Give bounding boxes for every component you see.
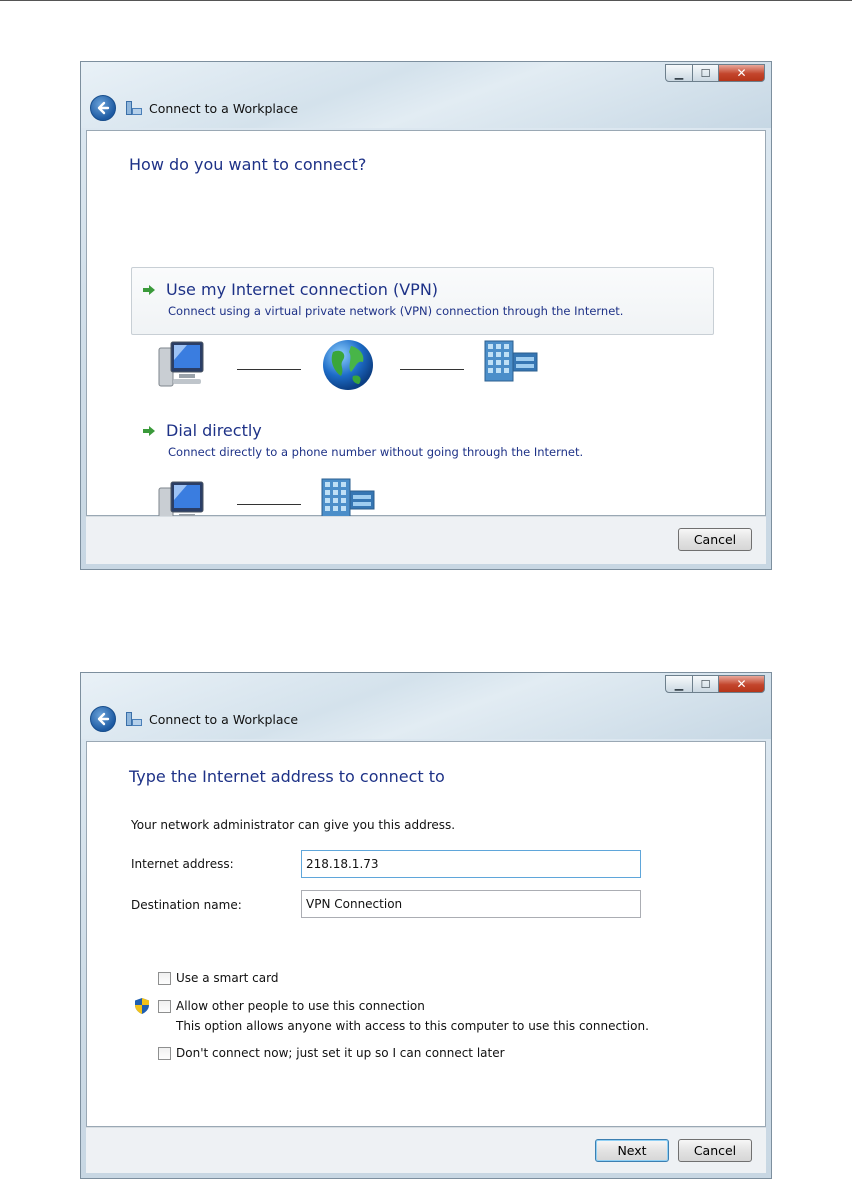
back-arrow-icon bbox=[95, 100, 111, 116]
computer-icon bbox=[157, 338, 205, 388]
dialog-footer bbox=[86, 1127, 766, 1173]
building-icon bbox=[483, 339, 539, 383]
internet-address-input[interactable] bbox=[301, 850, 641, 878]
dont-connect-checkbox[interactable] bbox=[158, 1047, 171, 1060]
connect-workplace-window-2 bbox=[80, 672, 772, 1179]
cancel-button[interactable]: Cancel bbox=[678, 528, 752, 551]
page-top-rule bbox=[0, 0, 852, 1]
option-vpn-title: Use my Internet connection (VPN) bbox=[166, 280, 439, 299]
window-controls bbox=[665, 64, 765, 82]
allow-others-label[interactable]: Allow other people to use this connection bbox=[176, 999, 425, 1013]
smart-card-label[interactable]: Use a smart card bbox=[176, 971, 279, 985]
option-vpn-description: Connect using a virtual private network (VPN) connection through the Internet. bbox=[168, 304, 624, 318]
window-controls bbox=[665, 675, 765, 693]
option-dial-description: Connect directly to a phone number without going through the Internet. bbox=[168, 445, 584, 459]
internet-address-label: Internet address: bbox=[131, 857, 234, 871]
page-heading: Type the Internet address to connect to bbox=[129, 767, 445, 786]
shield-icon bbox=[134, 997, 150, 1015]
smart-card-checkbox[interactable] bbox=[158, 972, 171, 985]
option-dial-title: Dial directly bbox=[166, 421, 262, 440]
maximize-button[interactable] bbox=[693, 64, 719, 82]
back-button[interactable] bbox=[90, 95, 116, 121]
dont-connect-label[interactable]: Don't connect now; just set it up so I can connect later bbox=[176, 1046, 505, 1060]
green-arrow-icon bbox=[142, 425, 156, 437]
minimize-icon: ▁ bbox=[674, 677, 684, 691]
option-vpn[interactable] bbox=[131, 267, 714, 335]
window-title bbox=[125, 100, 298, 116]
minimize-icon: ▁ bbox=[674, 66, 684, 80]
connection-line bbox=[400, 369, 464, 370]
window-title bbox=[125, 711, 298, 727]
maximize-button[interactable] bbox=[693, 675, 719, 693]
back-arrow-icon bbox=[95, 711, 111, 727]
close-button[interactable] bbox=[719, 675, 765, 693]
option-vpn-title-row[interactable] bbox=[142, 280, 438, 299]
maximize-icon: ☐ bbox=[700, 677, 711, 691]
page-heading: How do you want to connect? bbox=[129, 155, 367, 174]
dialog-footer bbox=[86, 516, 766, 564]
close-button[interactable] bbox=[719, 64, 765, 82]
connection-line bbox=[237, 504, 301, 505]
connection-line bbox=[237, 369, 301, 370]
destination-name-label: Destination name: bbox=[131, 898, 242, 912]
close-icon: ✕ bbox=[736, 677, 747, 691]
content-pane bbox=[86, 741, 766, 1127]
minimize-button[interactable] bbox=[665, 64, 693, 82]
workplace-icon bbox=[125, 711, 143, 727]
window-title-text: Connect to a Workplace bbox=[149, 100, 299, 116]
next-button[interactable]: Next bbox=[595, 1139, 669, 1162]
option-dial-title-row[interactable] bbox=[142, 421, 262, 440]
window-title-text: Connect to a Workplace bbox=[149, 711, 299, 727]
allow-others-note: This option allows anyone with access to this computer to use this connection. bbox=[176, 1019, 649, 1033]
building-icon bbox=[320, 477, 376, 521]
maximize-icon: ☐ bbox=[700, 66, 711, 80]
destination-name-input[interactable] bbox=[301, 890, 641, 918]
close-icon: ✕ bbox=[736, 66, 747, 80]
globe-icon bbox=[321, 338, 375, 392]
cancel-button[interactable]: Cancel bbox=[678, 1139, 752, 1162]
allow-others-checkbox[interactable] bbox=[158, 1000, 171, 1013]
connect-workplace-window-1 bbox=[80, 61, 772, 570]
workplace-icon bbox=[125, 100, 143, 116]
back-button[interactable] bbox=[90, 706, 116, 732]
intro-text: Your network administrator can give you this address. bbox=[131, 818, 456, 832]
content-pane bbox=[86, 130, 766, 516]
green-arrow-icon bbox=[142, 284, 156, 296]
minimize-button[interactable] bbox=[665, 675, 693, 693]
